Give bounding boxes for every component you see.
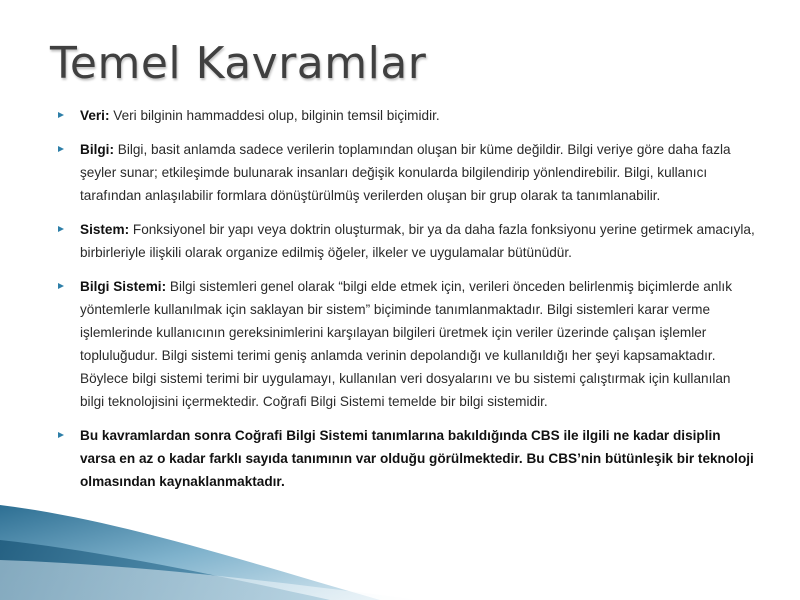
triangle-bullet-icon — [58, 283, 64, 289]
term-definition: Bilgi, basit anlamda sadece verilerin toplamından oluşan bir küme değildir. Bilgi veriye göre daha fazla şeyler sunar; etkileşimde bulunarak insanları değişik konularda bilgilendirip yönlendirebilir. Bilgi, kullanıcı tarafından anlaşılabilir formlara dönüştürülmüş verilerden oluşan bir grup olarak ta tanımlanabilir. — [80, 142, 731, 203]
bullet-list — [58, 104, 758, 493]
term-label: Bilgi: — [80, 142, 114, 157]
triangle-bullet-icon — [58, 112, 64, 118]
term-definition: Bilgi sistemleri genel olarak “bilgi elde etmek için, verileri önceden belirlenmiş biçimlerde anlık yöntemlerle kullanılmak için saklayan bir sistem” biçiminde tanımlanmaktadır. Bilgi sistemleri karar verme işlemlerinde kullanıcının gereksinimlerini karşılayan bilgileri üretmek için veriler üzerinde çalışan işlemler topluluğudur. Bilgi sistemi terimi geniş anlamda verinin depolandığı ve kullanıldığı her şeyi kapsamaktadır. Böylece bilgi sistemi terimi bir uygulamayı, kullanılan veri dosyalarını ve bu sistemi çalıştırmak için kullanılan bilgi teknolojisini içermektedir. Coğrafi Bilgi Sistemi temelde bir bilgi sistemidir. — [80, 279, 733, 409]
slide-title: Temel Kavramlar — [50, 38, 427, 89]
bullet-item-closing — [58, 424, 758, 493]
triangle-bullet-icon — [58, 432, 64, 438]
term-label: Bilgi Sistemi: — [80, 279, 167, 294]
closing-statement: Bu kavramlardan sonra Coğrafi Bilgi Sistemi tanımlarına bakıldığında CBS ile ilgili ne kadar disiplin varsa en az o kadar farklı sayıda tanımının var olduğu görülmektedir. Bu CBS’nin bütünleşik bir teknoloji olmasından kaynaklanmaktadır. — [80, 428, 754, 489]
term-label: Sistem: — [80, 222, 130, 237]
bullet-item-bilgi-sistemi — [58, 275, 758, 413]
triangle-bullet-icon — [58, 146, 64, 152]
term-definition: Fonksiyonel bir yapı veya doktrin oluşturmak, bir ya da daha fazla fonksiyonu yerine getirmek amacıyla, birbirleriyle ilişkili olarak organize edilmiş öğeler, ilkeler ve uygulamalar bütünüdür. — [80, 222, 755, 260]
bullet-item-bilgi — [58, 138, 758, 207]
term-definition: Veri bilginin hammaddesi olup, bilginin temsil biçimidir. — [109, 108, 440, 123]
triangle-bullet-icon — [58, 226, 64, 232]
bullet-item-sistem — [58, 218, 758, 264]
term-label: Veri: — [80, 108, 110, 123]
bullet-item-veri — [58, 104, 758, 127]
